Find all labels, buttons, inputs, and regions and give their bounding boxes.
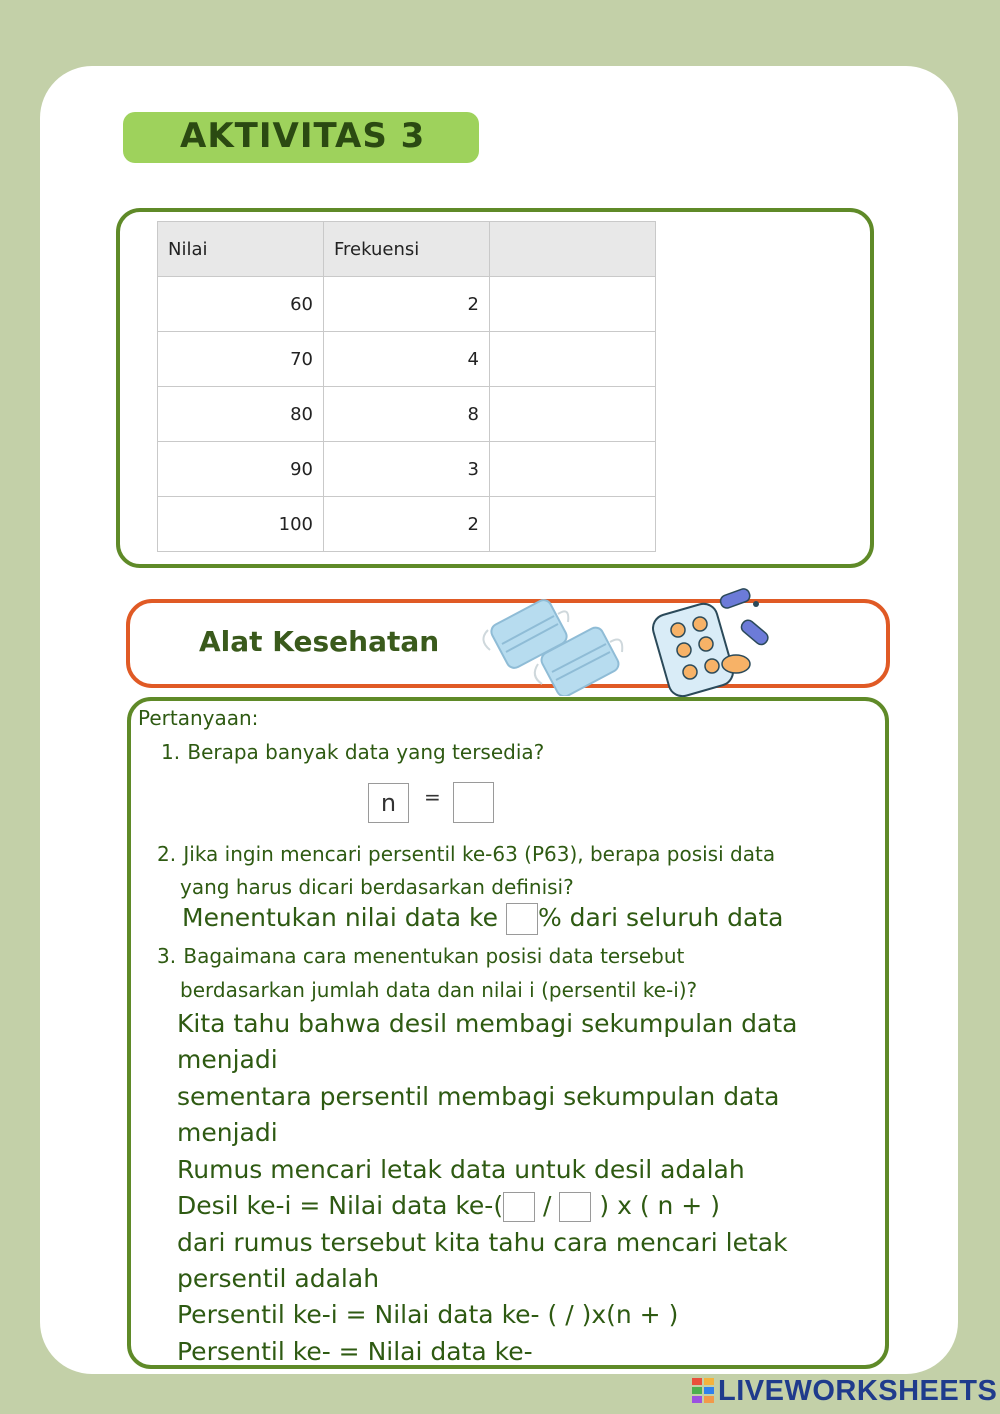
table-row <box>158 497 656 552</box>
section-title: Alat Kesehatan <box>199 625 440 658</box>
n-label-box: n <box>368 783 409 823</box>
desil-denominator-input[interactable] <box>559 1192 591 1222</box>
cell-nilai: 100 <box>158 497 324 552</box>
formula-text: ) x ( n + ) <box>599 1191 720 1220</box>
question-text: Jika ingin mencari persentil ke-63 (P63), berapa posisi data <box>183 842 776 866</box>
desil-formula <box>177 1191 720 1222</box>
cell-frekuensi: 4 <box>324 332 490 387</box>
question-2 <box>157 842 775 866</box>
table-row <box>158 387 656 442</box>
table-row <box>158 442 656 497</box>
question-3 <box>157 944 684 968</box>
equals-sign: = <box>424 785 441 809</box>
cell-blank <box>490 332 656 387</box>
face-mask-icon <box>478 596 628 696</box>
persentil-formula: Persentil ke-i = Nilai data ke- ( / )x(n + ) <box>177 1300 679 1329</box>
cell-frekuensi: 2 <box>324 497 490 552</box>
cell-frekuensi: 8 <box>324 387 490 442</box>
cell-frekuensi: 3 <box>324 442 490 497</box>
table-row <box>158 332 656 387</box>
page-title: AKTIVITAS 3 <box>180 116 426 156</box>
cell-frekuensi: 2 <box>324 277 490 332</box>
pill-blister-icon <box>652 586 776 698</box>
question-1 <box>161 740 544 764</box>
questions-header: Pertanyaan: <box>138 706 259 730</box>
question-3-line2: berdasarkan jumlah data dan nilai i (persentil ke-i)? <box>180 978 698 1002</box>
answer-line: Rumus mencari letak data untuk desil adalah <box>177 1155 745 1184</box>
persentil-answer: Persentil ke- = Nilai data ke- <box>177 1337 533 1366</box>
desil-numerator-input[interactable] <box>503 1192 535 1222</box>
cell-nilai: 90 <box>158 442 324 497</box>
header-blank <box>490 222 656 277</box>
answer-line: menjadi <box>177 1118 278 1147</box>
frequency-table <box>157 221 656 552</box>
cell-nilai: 70 <box>158 332 324 387</box>
answer-line: sementara persentil membagi sekumpulan data <box>177 1082 780 1111</box>
answer-line: menjadi <box>177 1045 278 1074</box>
cell-blank <box>490 387 656 442</box>
cell-nilai: 60 <box>158 277 324 332</box>
question-number: 3. <box>157 944 177 968</box>
formula-text: Desil ke-i = Nilai data ke-( <box>177 1191 504 1220</box>
header-frekuensi: Frekuensi <box>324 222 490 277</box>
answer-text: Menentukan nilai data ke <box>182 903 498 932</box>
cell-blank <box>490 442 656 497</box>
question-2-answer <box>182 903 783 935</box>
table-row <box>158 277 656 332</box>
table-header-row <box>158 222 656 277</box>
answer-text: % dari seluruh data <box>537 903 784 932</box>
cell-nilai: 80 <box>158 387 324 442</box>
question-number: 2. <box>157 842 177 866</box>
percent-answer-input[interactable] <box>506 903 538 935</box>
answer-line: persentil adalah <box>177 1264 380 1293</box>
header-nilai: Nilai <box>158 222 324 277</box>
n-answer-input[interactable] <box>453 782 494 823</box>
answer-line: dari rumus tersebut kita tahu cara mencari letak <box>177 1228 788 1257</box>
question-text: Berapa banyak data yang tersedia? <box>187 740 545 764</box>
cell-blank <box>490 497 656 552</box>
formula-slash: / <box>543 1191 552 1220</box>
cell-blank <box>490 277 656 332</box>
brand-mark-icon <box>692 1378 714 1404</box>
liveworksheets-logo <box>692 1374 997 1408</box>
answer-line: Kita tahu bahwa desil membagi sekumpulan data <box>177 1009 798 1038</box>
title-banner <box>123 112 479 163</box>
question-2-line2: yang harus dicari berdasarkan definisi? <box>180 875 574 899</box>
brand-name: LIVEWORKSHEETS <box>718 1374 998 1407</box>
question-number: 1. <box>161 740 181 764</box>
question-text: Bagaimana cara menentukan posisi data tersebut <box>183 944 685 968</box>
